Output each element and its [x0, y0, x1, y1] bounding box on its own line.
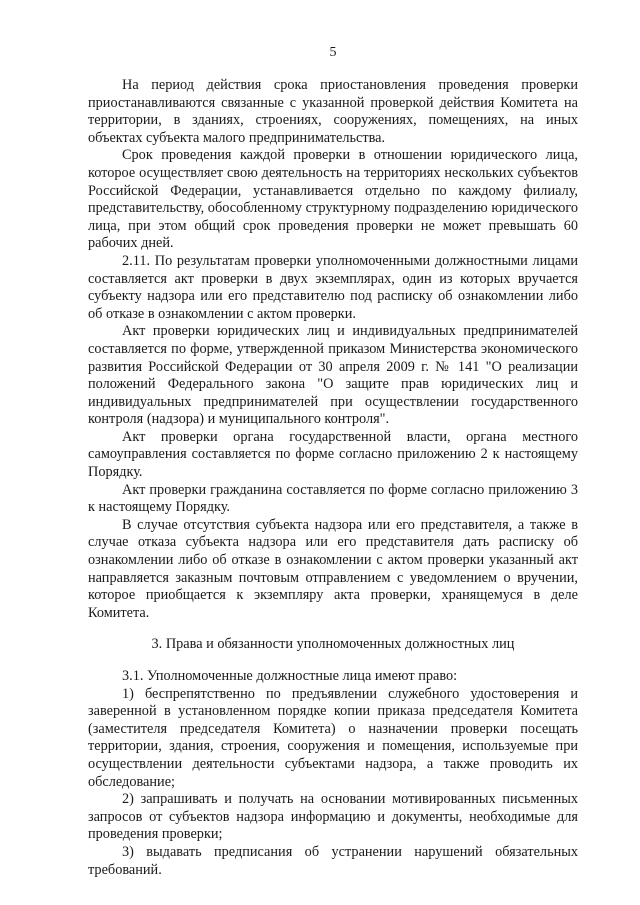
paragraph-right-1-access: 1) беспрепятственно по предъявлении служебного удостоверения и заверенной в установленном порядке копии приказа председателя Комитета (заместителя председателя Комитета) о назначении проверки посещать территории, здания, строения, сооружения и помещения, используемые при осуществлении деятельности субъектами надзора, а также проводить их обследование; [88, 685, 578, 790]
paragraph-act-legal-entities: Акт проверки юридических лиц и индивидуальных предпринимателей составляется по форме, утвержденной приказом Министерства экономического развития Российской Федерации от 30 апреля 2009 г. № 141 "О реализации положений Федерального закона "О защите прав юридических лиц и индивидуальных предпринимателей при осуществлении государственного контроля (надзора) и муниципального контроля". [88, 323, 578, 428]
page-number: 5 [329, 45, 337, 60]
paragraph-act-citizen: Акт проверки гражданина составляется по форме согласно приложению 3 к настоящему Порядку. [88, 481, 578, 516]
paragraph-2-11-inspection-act: 2.11. По результатам проверки уполномоченными должностными лицами составляется акт проверки в двух экземплярах, один из которых вручается субъекту надзора или его представителю под расписку об ознакомлении либо об отказе в ознакомлении с актом проверки. [88, 252, 578, 322]
section-heading: 3. Права и обязанности уполномоченных должностных лиц [151, 636, 515, 653]
paragraph-inspection-term: Срок проведения каждой проверки в отношении юридического лица, которое осуществляет свою деятельность на территориях нескольких субъектов Российской Федерации, устанавливается отдельно по каждому филиалу, представительству, обособленному структурному подразделению юридического лица, при этом общий срок проведения проверки не может превышать 60 рабочих дней. [88, 147, 578, 252]
paragraph-right-2-request: 2) запрашивать и получать на основании мотивированных письменных запросов от субъектов надзора информацию и документы, необходимые для проведения проверки; [88, 791, 578, 843]
paragraph-suspension-effect: На период действия срока приостановления проведения проверки приостанавливаются связанные с указанной проверкой действия Комитета на территории, в зданиях, строениях, сооружениях, помещениях, на иных объектах субъекта малого предпринимательства. [88, 77, 578, 146]
paragraph-act-mailing: В случае отсутствия субъекта надзора или его представителя, а также в случае отказа субъекта надзора или его представителя дать расписку об ознакомлении либо об отказе в ознакомлении с актом проверки указанный акт направляется заказным почтовым отправлением с уведомлением о вручении, которое приобщается к экземпляру акта проверки, хранящемуся в деле Комитета. [88, 516, 578, 621]
paragraph-3-1-rights: 3.1. Уполномоченные должностные лица имеют право: [122, 668, 458, 684]
paragraph-act-state-authority: Акт проверки органа государственной власти, органа местного самоуправления составляется по форме согласно приложению 2 к настоящему Порядку. [88, 428, 578, 481]
paragraph-right-3-orders: 3) выдавать предписания об устранении нарушений обязательных требований. [88, 843, 578, 878]
